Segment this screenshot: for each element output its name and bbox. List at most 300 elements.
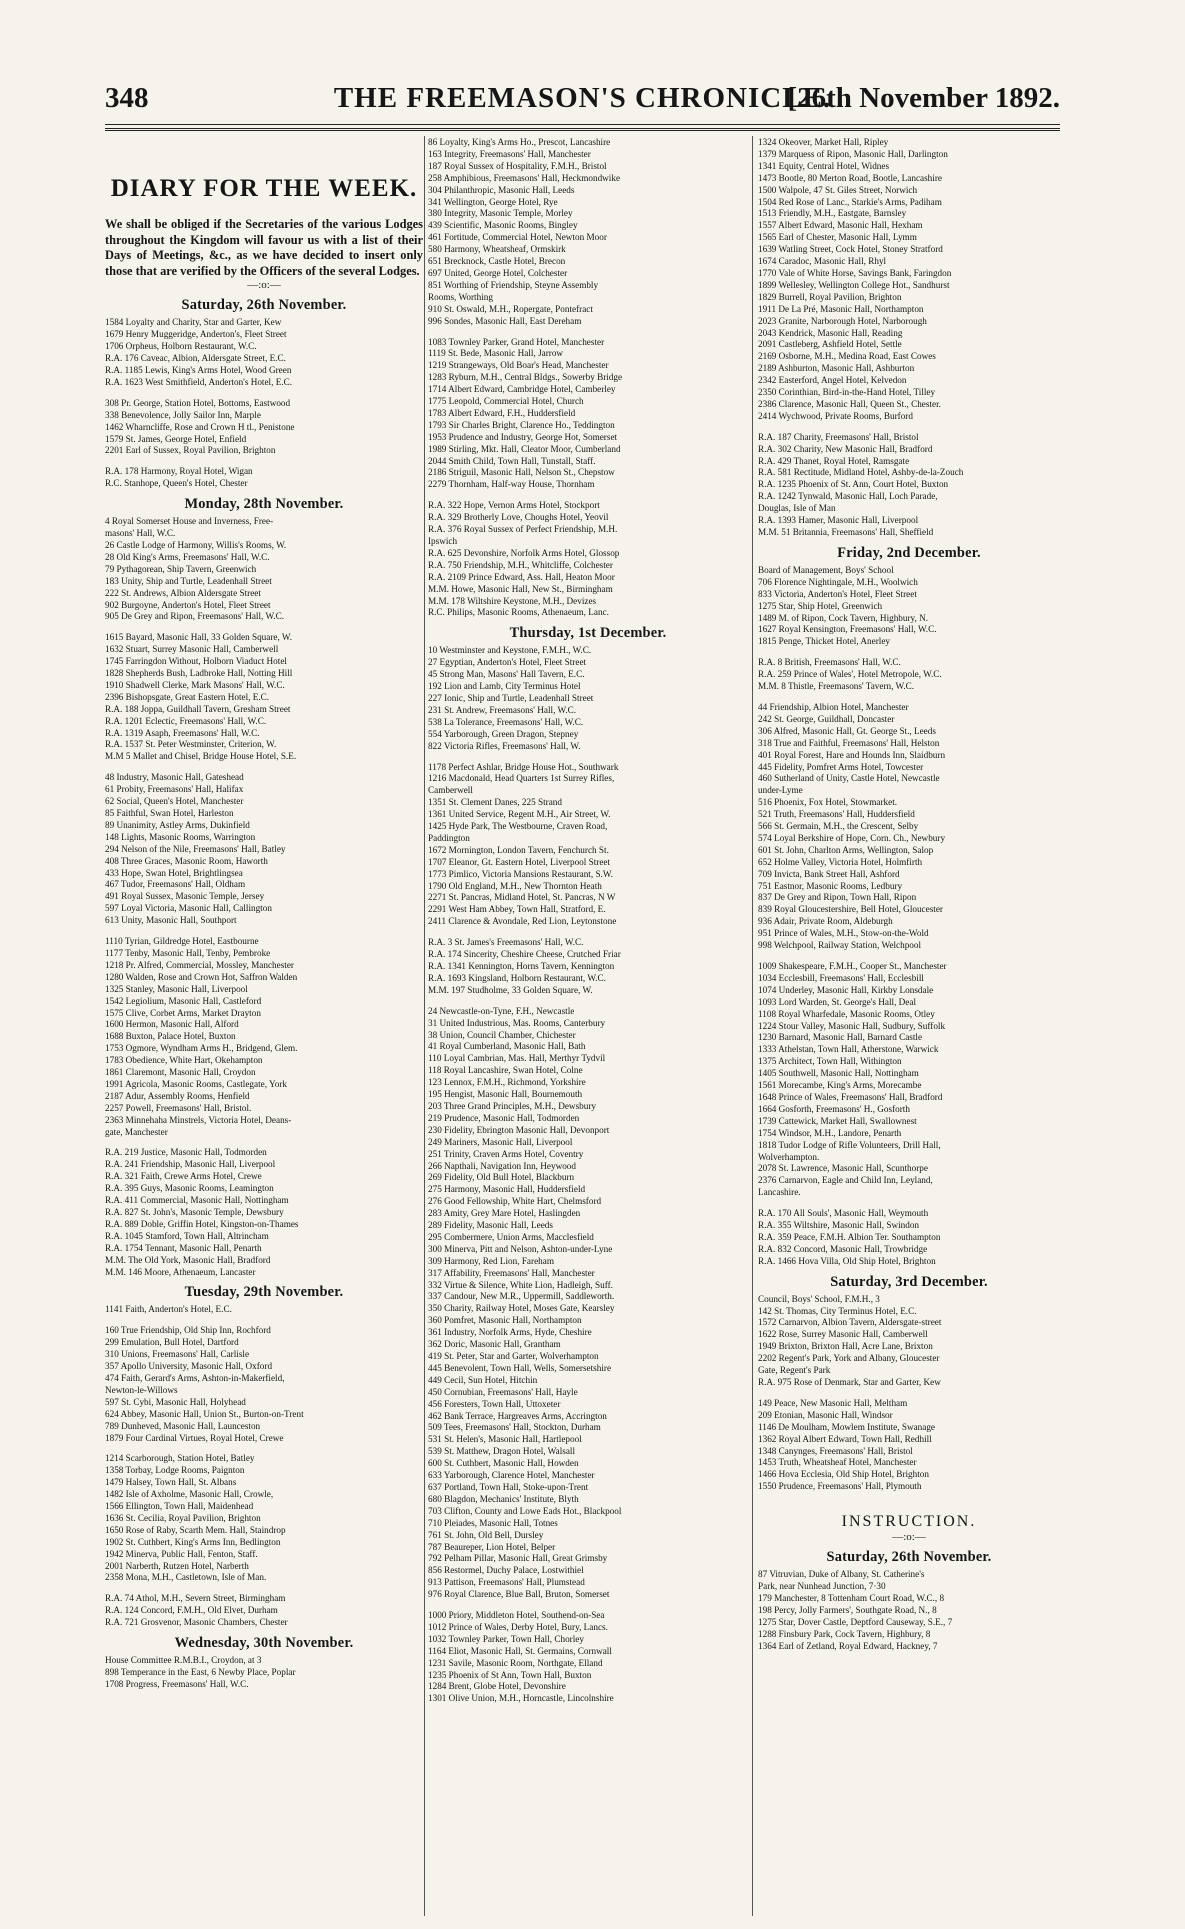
listing-line: 1473 Bootle, 80 Merton Road, Bootle, Lancashire: [758, 172, 942, 183]
listing-line: Camberwell: [428, 785, 473, 796]
column-3: [758, 137, 1060, 1653]
listing-line: 1708 Progress, Freemasons' Hall, W.C.: [105, 1678, 249, 1689]
listing-line: 1146 De Moulham, Mowlem Institute, Swanage: [758, 1421, 936, 1432]
page-header: [105, 80, 1060, 120]
listing-line: R.A. 1623 West Smithfield, Anderton's Hotel, E.C.: [105, 376, 293, 387]
spacer: [105, 1316, 423, 1325]
listing-line: Newton-le-Willows: [105, 1384, 178, 1395]
listing-line: R.A. 1045 Stamford, Town Hall, Altrincham: [105, 1230, 269, 1241]
listing-line: 998 Welchpool, Railway Station, Welchpool: [758, 940, 922, 951]
listing-line: 467 Tudor, Freemasons' Hall, Oldham: [105, 879, 246, 890]
listing-line: 433 Hope, Swan Hotel, Brightlingsea: [105, 867, 243, 878]
listing-line: 332 Virtue & Silence, White Lion, Hadleigh, Suff.: [428, 1279, 613, 1290]
spacer: [758, 648, 1060, 657]
listing-line: 1108 Royal Wharfedale, Masonic Rooms, Otley: [758, 1008, 935, 1019]
listing-line: 308 Pr. George, Station Hotel, Bottoms, Eastwood: [105, 397, 291, 408]
listing-line: 709 Invicta, Bank Street Hall, Ashford: [758, 868, 900, 879]
listing-line: 295 Combermere, Union Arms, Macclesfield: [428, 1231, 594, 1242]
listing-line: 580 Harmony, Wheatsheaf, Ormskirk: [428, 244, 566, 255]
listing-line: Gate, Regent's Park: [758, 1365, 831, 1376]
listing-line: 231 St. Andrew, Freemasons' Hall, W.C.: [428, 704, 577, 715]
listing-line: 401 Royal Forest, Hare and Hounds Inn, Slaidburn: [758, 749, 946, 760]
listing-line: 183 Unity, Ship and Turtle, Leadenhall Street: [105, 575, 272, 586]
listing-line: 474 Faith, Gerard's Arms, Ashton-in-Makerfield,: [105, 1372, 285, 1383]
listing-line: 249 Mariners, Masonic Hall, Liverpool: [428, 1136, 573, 1147]
listing-line: 521 Truth, Freemasons' Hall, Huddersfield: [758, 809, 915, 820]
listing-line: 1911 De La Pré, Masonic Hall, Northampton: [758, 303, 924, 314]
listing-line: 1584 Loyalty and Charity, Star and Garter, Kew: [105, 317, 282, 328]
listing-line: 1216 Macdonald, Head Quarters 1st Surrey Rifles,: [428, 773, 615, 784]
listing-line: 275 Harmony, Masonic Hall, Huddersfield: [428, 1184, 586, 1195]
listing-line: 1093 Lord Warden, St. George's Hall, Deal: [758, 996, 917, 1007]
listing-line: 633 Yarborough, Clarence Hotel, Manchester: [428, 1470, 595, 1481]
listing-line: Park, near Nunhead Junction, 7·30: [758, 1581, 886, 1592]
spacer: [105, 763, 423, 772]
column-1: [105, 137, 423, 1691]
listing-line: 637 Portland, Town Hall, Stoke-upon-Trent: [428, 1481, 589, 1492]
listing-line: R.A. 219 Justice, Masonic Hall, Todmorden: [105, 1147, 267, 1158]
listing-line: 697 United, George Hotel, Colchester: [428, 267, 568, 278]
separator: —:o:—: [247, 279, 281, 292]
listing-line: 703 Clifton, County and Lowe Eads Hot., Blackpool: [428, 1505, 622, 1516]
listing-line: 209 Etonian, Masonic Hall, Windsor: [758, 1409, 893, 1420]
listing-line: 258 Amphibious, Freemasons' Hall, Heckmondwike: [428, 172, 621, 183]
listing-line: 1284 Brent, Globe Hotel, Devonshire: [428, 1681, 566, 1692]
listing-line: 554 Yarborough, Green Dragon, Stepney: [428, 728, 579, 739]
listing-line: 2001 Narberth, Rutzen Hotel, Narberth: [105, 1560, 249, 1571]
listing-line: 2189 Ashburton, Masonic Hall, Ashburton: [758, 363, 915, 374]
listing-line: R.A. 8 British, Freemasons' Hall, W.C.: [758, 657, 901, 668]
listing-line: Rooms, Worthing: [428, 291, 493, 302]
listing-line: M.M. 51 Britannia, Freemasons' Hall, Sheffield: [758, 527, 934, 537]
listing-line: 837 De Grey and Ripon, Town Hall, Ripon: [758, 892, 917, 903]
listing-line: 48 Industry, Masonic Hall, Gateshead: [105, 772, 244, 783]
listing-line: 26 Castle Lodge of Harmony, Willis's Rooms, W.: [105, 539, 287, 550]
listing-line: 408 Three Graces, Masonic Room, Haworth: [105, 855, 268, 866]
listing-line: 1283 Ryburn, M.H., Central Bldgs., Sowerby Bridge: [428, 372, 623, 383]
listing-line: R.C. Philips, Masonic Rooms, Athenaeum, Lanc.: [428, 607, 609, 618]
listing-line: 1425 Hyde Park, The Westbourne, Craven Road,: [428, 821, 608, 832]
listing-line: R.A. 176 Caveac, Albion, Aldersgate Street, E.C.: [105, 353, 286, 364]
listing-line: 45 Strong Man, Masons' Hall Tavern, E.C.: [428, 669, 585, 680]
spacer: [105, 927, 423, 936]
listing-line: R.A. 625 Devonshire, Norfolk Arms Hotel, Glossop: [428, 547, 620, 558]
listing-line: 839 Royal Gloucestershire, Bell Hotel, Gloucester: [758, 904, 943, 915]
listing-line: 460 Sutherland of Unity, Castle Hotel, Newcastle: [758, 773, 940, 784]
listing-line: 1375 Architect, Town Hall, Withington: [758, 1056, 902, 1067]
listing-line: 1600 Hermon, Masonic Hall, Alford: [105, 1019, 239, 1030]
listing-line: 539 St. Matthew, Dragon Hotel, Walsall: [428, 1446, 576, 1457]
listing-line: 289 Fidelity, Masonic Hall, Leeds: [428, 1220, 553, 1231]
spacer: [758, 693, 1060, 702]
listing-line: 1989 Stirling, Mkt. Hall, Cleator Moor, Cumberland: [428, 443, 621, 454]
listing-line: 361 Industry, Norfolk Arms, Hyde, Cheshire: [428, 1327, 592, 1338]
listing-line: R.A. 178 Harmony, Royal Hotel, Wigan: [105, 466, 253, 477]
listing-line: 566 St. Germain, M.H., the Crescent, Selby: [758, 821, 919, 832]
listing-line: 360 Pomfret, Masonic Hall, Northampton: [428, 1315, 582, 1326]
listing-line: 1688 Buxton, Palace Hotel, Buxton: [105, 1031, 236, 1042]
listing-line: 1818 Tudor Lodge of Rifle Volunteers, Drill Hall,: [758, 1139, 941, 1150]
listing-line: 910 St. Oswald, M.H., Ropergate, Pontefract: [428, 303, 593, 314]
listing-line: 299 Emulation, Bull Hotel, Dartford: [105, 1337, 239, 1348]
listing-line: R.A. 1319 Asaph, Freemasons' Hall, W.C.: [105, 727, 260, 738]
listing-line: R.A. 1466 Hova Villa, Old Ship Hotel, Brighton: [758, 1255, 936, 1266]
listing-line: Lancashire.: [758, 1187, 801, 1198]
listing-line: 1942 Minerva, Public Hall, Fenton, Staff.: [105, 1548, 258, 1559]
listing-line: M.M. 8 Thistle, Freemasons' Tavern, W.C.: [758, 681, 915, 692]
listing-line: gate, Manchester: [105, 1126, 168, 1137]
listing-line: 613 Unity, Masonic Hall, Southport: [105, 915, 237, 926]
listing-line: 1770 Vale of White Horse, Savings Bank, Faringdon: [758, 267, 952, 278]
listing-line: 1707 Eleanor, Gt. Eastern Hotel, Liverpool Street: [428, 856, 611, 867]
listing-line: 856 Restormel, Duchy Palace, Lostwithiel: [428, 1565, 584, 1576]
listing-line: 219 Prudence, Masonic Hall, Todmorden: [428, 1112, 580, 1123]
listing-line: 1783 Albert Edward, F.H., Huddersfield: [428, 407, 576, 418]
listing-line: R.A. 975 Rose of Denmark, Star and Garter, Kew: [758, 1377, 941, 1387]
listing-line: 1110 Tyrian, Gildredge Hotel, Eastbourne: [105, 936, 259, 947]
listing-line: R.A. 187 Charity, Freemasons' Hall, Bristol: [758, 431, 919, 442]
listing-line: 2291 West Ham Abbey, Town Hall, Stratford, E.: [428, 904, 606, 915]
spacer: [105, 457, 423, 466]
listing-line: 1462 Wharncliffe, Rose and Crown H tl., Penistone: [105, 421, 295, 432]
listing-line: 38 Union, Council Chamber, Chichester: [428, 1029, 576, 1040]
listing-line: R.A. 302 Charity, New Masonic Hall, Bradford: [758, 443, 933, 454]
listing-line: 62 Social, Queen's Hotel, Manchester: [105, 796, 244, 807]
listing-line: 1275 Star, Dover Castle, Deptford Causeway, S.E., 7: [758, 1616, 953, 1627]
listing-line: 1879 Four Cardinal Virtues, Royal Hotel, Crewe: [105, 1432, 284, 1443]
listing-line: R.A. 1201 Eclectic, Freemasons' Hall, W.C.: [105, 715, 267, 726]
listing-line: 61 Probity, Freemasons' Hall, Halifax: [105, 784, 244, 795]
listing-line: 86 Loyalty, King's Arms Ho., Prescot, Lancashire: [428, 137, 611, 147]
listing-line: 1341 Equity, Central Hotel, Widnes: [758, 160, 890, 171]
listing-line: R.A. 1341 Kennington, Horns Tavern, Kennington: [428, 961, 615, 971]
listing-line: 461 Fortitude, Commercial Hotel, Newton Moor: [428, 232, 607, 243]
listing-line: 357 Apollo University, Masonic Hall, Oxford: [105, 1361, 273, 1372]
listing-line: 1012 Prince of Wales, Derby Hotel, Bury, Lancs.: [428, 1621, 608, 1632]
listing-line: 310 Unions, Freemasons' Hall, Carlisle: [105, 1349, 250, 1360]
header-rule: [105, 124, 1060, 125]
listing-line: R.A. 721 Grosvenor, Masonic Chambers, Chester: [105, 1617, 288, 1628]
listing-line: Douglas, Isle of Man: [758, 503, 836, 514]
listing-line: R.A. 174 Sincerity, Cheshire Cheese, Crutched Friar: [428, 949, 621, 960]
listing-line: 304 Philanthropic, Masonic Hall, Leeds: [428, 184, 575, 195]
listing-line: 761 St. John, Old Bell, Dursley: [428, 1529, 544, 1540]
listing-line: 85 Faithful, Swan Hotel, Harleston: [105, 808, 234, 818]
listing-line: 445 Benevolent, Town Hall, Wells, Somersetshire: [428, 1362, 612, 1373]
spacer: [105, 389, 423, 398]
listing-line: M.M. The Old York, Masonic Hall, Bradford: [105, 1254, 271, 1265]
listing-line: 652 Holme Valley, Victoria Hotel, Holmfirth: [758, 856, 923, 867]
listing-line: 269 Fidelity, Old Bull Hotel, Blackburn: [428, 1172, 575, 1183]
listing-line: R.A. 359 Peace, F.M.H. Albion Ter. Southampton: [758, 1231, 941, 1242]
listing-line: R.A. 170 All Souls', Masonic Hall, Weymouth: [758, 1208, 929, 1219]
listing-line: 1679 Henry Muggeridge, Anderton's, Fleet Street: [105, 329, 287, 340]
diary-title: DIARY FOR THE WEEK.: [110, 175, 418, 202]
listing-line: Board of Management, Boys' School: [758, 564, 894, 575]
listing-line: 142 St. Thomas, City Terminus Hotel, E.C.: [758, 1305, 917, 1316]
listing-line: 362 Doric, Masonic Hall, Grantham: [428, 1339, 561, 1350]
listing-line: 2202 Regent's Park, York and Albany, Gloucester: [758, 1353, 940, 1364]
listing-line: 706 Florence Nightingale, M.H., Woolwich: [758, 576, 918, 587]
spacer: [105, 623, 423, 632]
newspaper-title: THE FREEMASON'S CHRONICLE.: [333, 82, 832, 114]
listing-line: 1648 Prince of Wales, Freemasons' Hall, Bradford: [758, 1091, 943, 1102]
listing-line: 1000 Priory, Middleton Hotel, Southend-on-Sea: [428, 1610, 605, 1621]
listing-line: 187 Royal Sussex of Hospitality, F.M.H., Bristol: [428, 160, 607, 171]
page-number: 348: [105, 82, 149, 114]
day-heading: Friday, 2nd December.: [837, 544, 981, 561]
listing-line: 1753 Ogmore, Wyndham Arms H., Bridgend, Glem.: [105, 1043, 298, 1054]
day-heading: Monday, 28th November.: [184, 496, 344, 513]
separator: —:o:—: [892, 1531, 926, 1544]
listing-line: 1674 Caradoc, Masonic Hall, Rhyl: [758, 256, 887, 267]
listing-line: 1453 Truth, Wheatsheaf Hotel, Manchester: [758, 1457, 917, 1468]
listing-line: 2257 Powell, Freemasons' Hall, Bristol.: [105, 1102, 252, 1113]
listing-line: 1351 St. Clement Danes, 225 Strand: [428, 797, 562, 808]
listing-line: 2342 Easterford, Angel Hotel, Kelvedon: [758, 375, 907, 386]
intro-paragraph: We shall be obliged if the Secretaries of the various Lodges throughout the Kingdom will favour us with a list of their Days of Meetings, &c., as we have decided to insert only those that are verified by the Officers of the several Lodges.: [105, 217, 423, 278]
listing-line: R.A. 355 Wiltshire, Masonic Hall, Swindon: [758, 1220, 920, 1231]
listing-line: 110 Loyal Cambrian, Mas. Hall, Merthyr Tydvil: [428, 1053, 606, 1064]
listing-line: 2358 Mona, M.H., Castletown, Isle of Man.: [105, 1572, 267, 1583]
listing-line: R.A. 832 Concord, Masonic Hall, Trowbridge: [758, 1243, 928, 1254]
listing-line: 2271 St. Pancras, Midland Hotel, St. Pancras, N W: [428, 892, 616, 903]
listing-line: 306 Alfred, Masonic Hall, Gt. George St., Leeds: [758, 725, 936, 736]
issue-date: [26th November 1892.: [787, 82, 1060, 114]
listing-line: 1235 Phoenix of St Ann, Town Hall, Buxton: [428, 1669, 592, 1680]
listing-line: 203 Three Grand Principles, M.H., Dewsbury: [428, 1100, 596, 1111]
listing-line: 1773 Pimlico, Victoria Mansions Restaurant, S.W.: [428, 868, 613, 879]
listing-line: 1790 Old England, M.H., New Thornton Heath: [428, 880, 602, 891]
listing-line: R.A. 1393 Hamer, Masonic Hall, Liverpool: [758, 515, 919, 526]
day-heading: Saturday, 26th November.: [181, 297, 347, 314]
listing-line: 1177 Tenby, Masonic Hall, Tenby, Pembroke: [105, 947, 271, 958]
listing-line: 2169 Osborne, M.H., Medina Road, East Cowes: [758, 351, 936, 362]
listing-line: 195 Hengist, Masonic Hall, Bournemouth: [428, 1089, 583, 1100]
listing-line: 1364 Earl of Zetland, Royal Edward, Hackney, 7: [758, 1640, 938, 1651]
listing-line: 276 Good Fellowship, White Hart, Chelmsford: [428, 1196, 602, 1207]
listing-line: R.A. 124 Concord, F.M.H., Old Elvet, Durham: [105, 1605, 278, 1616]
listing-line: 538 La Tolerance, Freemasons' Hall, W.C.: [428, 716, 584, 727]
listing-line: 2043 Kendrick, Masonic Hall, Reading: [758, 327, 903, 338]
listing-line: 597 St. Cybi, Masonic Hall, Holyhead: [105, 1396, 246, 1407]
listing-line: 1775 Leopold, Commercial Hotel, Church: [428, 396, 584, 407]
listing-line: 905 De Grey and Ripon, Freemasons' Hall, W.C.: [105, 611, 285, 622]
listing-line: 1566 Ellington, Town Hall, Maidenhead: [105, 1501, 254, 1512]
listing-line: 1714 Albert Edward, Cambridge Hotel, Camberley: [428, 384, 616, 395]
listing-line: 123 Lennox, F.M.H., Richmond, Yorkshire: [428, 1077, 586, 1088]
listing-line: 1405 Southwell, Masonic Hall, Nottingham: [758, 1068, 919, 1079]
listing-line: 601 St. John, Charlton Arms, Wellington, Salop: [758, 844, 934, 855]
listing-line: 491 Royal Sussex, Masonic Temple, Jersey: [105, 891, 265, 902]
listing-line: 179 Manchester, 8 Tottenham Court Road, W.C., 8: [758, 1592, 945, 1603]
listing-line: 419 St. Peter, Star and Garter, Wolverhampton: [428, 1351, 599, 1361]
listing-line: R.A. 1754 Tennant, Masonic Hall, Penarth: [105, 1242, 262, 1253]
listing-line: 1301 Olive Union, M.H., Horncastle, Lincolnshire: [428, 1693, 614, 1704]
listing-line: 31 United Industrious, Mas. Rooms, Canterbury: [428, 1017, 606, 1028]
spacer: [758, 1199, 1060, 1208]
listing-line: 1083 Townley Parker, Grand Hotel, Manchester: [428, 336, 605, 347]
listing-line: 574 Loyal Berkshire of Hope, Corn. Ch., Newbury: [758, 832, 946, 843]
listing-line: 1224 Stour Valley, Masonic Hall, Sudbury, Suffolk: [758, 1020, 946, 1031]
listing-line: 792 Pelham Pillar, Masonic Hall, Great Grimsby: [428, 1553, 608, 1564]
listing-line: R.A. 376 Royal Sussex of Perfect Friendship, M.H.: [428, 524, 618, 535]
listing-line: R.A. 889 Doble, Griffin Hotel, Kingston-on-Thames: [105, 1218, 299, 1229]
listing-line: 24 Newcastle-on-Tyne, F.H., Newcastle: [428, 1005, 575, 1016]
listing-line: 1650 Rose of Raby, Scarth Mem. Hall, Staindrop: [105, 1524, 286, 1535]
listing-line: 1479 Halsey, Town Hall, St. Albans: [105, 1477, 237, 1488]
listing-line: R.A. 2109 Prince Edward, Ass. Hall, Heaton Moor: [428, 571, 615, 582]
listing-line: 1489 M. of Ripon, Cock Tavern, Highbury, N.: [758, 612, 929, 623]
listing-line: 41 Royal Cumberland, Masonic Hall, Bath: [428, 1041, 586, 1052]
listing-line: 266 Napthali, Navigation Inn, Heywood: [428, 1160, 576, 1171]
listing-line: R.A. 1537 St. Peter Westminster, Criterion, W.: [105, 739, 277, 750]
listing-line: R.A. 581 Rectitude, Midland Hotel, Ashby-de-la-Zouch: [758, 467, 964, 478]
listing-line: 118 Royal Lancashire, Swan Hotel, Colne: [428, 1065, 583, 1076]
listing-line: R.A. 74 Athol, M.H., Severn Street, Birmingham: [105, 1593, 286, 1604]
listing-line: 1664 Gosforth, Freemasons' H., Gosforth: [758, 1103, 910, 1114]
listing-line: 1910 Shadwell Clerke, Mark Masons' Hall, W.C.: [105, 679, 285, 690]
listing-line: 1899 Wellesley, Wellington College Hot., Sandhurst: [758, 279, 950, 290]
listing-line: 1348 Canynges, Freemasons' Hall, Bristol: [758, 1445, 913, 1456]
listing-line: Wolverhampton.: [758, 1151, 820, 1162]
listing-line: 160 True Friendship, Old Ship Inn, Rochford: [105, 1325, 271, 1336]
listing-line: 531 St. Helen's, Masonic Hall, Hartlepool: [428, 1434, 582, 1445]
listing-line: 1275 Star, Ship Hotel, Greenwich: [758, 600, 883, 611]
column-divider: [752, 136, 753, 1916]
listing-line: 1579 St. James, George Hotel, Enfield: [105, 433, 247, 444]
listing-line: 2186 Striguil, Masonic Hall, Nelson St., Chepstow: [428, 467, 615, 478]
listing-line: 1636 St. Cecilia, Royal Pavilion, Brighton: [105, 1512, 261, 1523]
listing-line: 1504 Red Rose of Lanc., Starkie's Arms, Padiham: [758, 196, 942, 207]
listing-line: R.A. 241 Friendship, Masonic Hall, Liverpool: [105, 1159, 276, 1170]
listing-line: 449 Cecil, Sun Hotel, Hitchin: [428, 1374, 538, 1385]
listing-line: 509 Tees, Freemasons' Hall, Stockton, Durham: [428, 1422, 601, 1433]
column-2: [428, 137, 748, 1705]
listing-line: 300 Minerva, Pitt and Nelson, Ashton-under-Lyne: [428, 1243, 613, 1254]
listing-line: 1793 Sir Charles Bright, Clarence Ho., Teddington: [428, 419, 615, 430]
spacer: [758, 952, 1060, 961]
spacer: [758, 1389, 1060, 1398]
listing-line: 1639 Watling Street, Cock Hotel, Stoney Stratford: [758, 244, 943, 255]
listing-line: 1032 Townley Parker, Town Hall, Chorley: [428, 1633, 584, 1644]
listing-line: M.M. 197 Studholme, 33 Golden Square, W.: [428, 984, 593, 995]
listing-line: 2376 Carnarvon, Eagle and Child Inn, Leyland,: [758, 1175, 933, 1186]
listing-line: 710 Pleiades, Masonic Hall, Totnes: [428, 1517, 558, 1528]
listing-line: 2078 St. Lawrence, Masonic Hall, Scunthorpe: [758, 1163, 928, 1174]
spacer: [428, 928, 748, 937]
listing-line: 1572 Carnarvon, Albion Tavern, Aldersgate-street: [758, 1317, 942, 1328]
listing-line: 651 Brecknock, Castle Hotel, Brecon: [428, 256, 566, 267]
listing-line: 624 Abbey, Masonic Hall, Union St., Burton-on-Trent: [105, 1408, 304, 1419]
listing-line: 1754 Windsor, M.H., Landore, Penarth: [758, 1127, 902, 1138]
listing-line: 1513 Friendly, M.H., Eastgate, Barnsley: [758, 208, 907, 219]
listing-line: 2350 Corinthian, Bird-in-the-Hand Hotel, Tilley: [758, 387, 936, 398]
listing-line: R.A. 329 Brotherly Love, Choughs Hotel, Yeovil: [428, 512, 609, 523]
listing-line: 751 Eastnor, Masonic Rooms, Ledbury: [758, 880, 903, 891]
listing-line: R.A. 1242 Tynwald, Masonic Hall, Loch Parade,: [758, 491, 938, 502]
listing-line: 600 St. Cuthbert, Masonic Hall, Howden: [428, 1458, 579, 1469]
listing-line: 2363 Minnehaha Minstrels, Victoria Hotel, Deans-: [105, 1114, 292, 1125]
listing-line: 1565 Earl of Chester, Masonic Hall, Lymm: [758, 232, 917, 243]
listing-line: R.A. 1185 Lewis, King's Arms Hotel, Wood Green: [105, 365, 292, 375]
listing-line: R.A. 411 Commercial, Masonic Hall, Nottingham: [105, 1195, 289, 1206]
listing-line: R.A. 395 Guys, Masonic Rooms, Leamington: [105, 1183, 274, 1194]
listing-line: 936 Adair, Private Room, Aldeburgh: [758, 916, 893, 927]
listing-line: 317 Affability, Freemasons' Hall, Manchester: [428, 1267, 595, 1278]
listing-line: 27 Egyptian, Anderton's Hotel, Fleet Street: [428, 657, 587, 668]
listing-line: R.C. Stanhope, Queen's Hotel, Chester: [105, 478, 248, 489]
listing-line: 1361 United Service, Regent M.H., Air Street, W.: [428, 809, 611, 820]
listing-line: 1280 Walden, Rose and Crown Hot, Saffron Walden: [105, 971, 298, 982]
listing-line: 2201 Earl of Sussex, Royal Pavilion, Brighton: [105, 445, 276, 456]
listing-line: 1557 Albert Edward, Masonic Hall, Hexham: [758, 220, 923, 231]
listing-line: 1333 Athelstan, Town Hall, Atherstone, Warwick: [758, 1044, 939, 1055]
listing-line: 2411 Clarence & Avondale, Red Lion, Leytonstone: [428, 916, 617, 927]
listing-line: 2187 Adur, Assembly Rooms, Henfield: [105, 1090, 250, 1101]
listing-line: 1288 Finsbury Park, Cock Tavern, Highbury, 8: [758, 1628, 931, 1639]
column-divider: [424, 136, 425, 1916]
listing-line: 1164 Eliot, Masonic Hall, St. Germains, Cornwall: [428, 1645, 612, 1656]
listing-line: 1074 Underley, Masonic Hall, Kirkby Lonsdale: [758, 984, 934, 995]
listing-line: 380 Integrity, Masonic Temple, Morley: [428, 208, 573, 219]
listing-line: 516 Phoenix, Fox Hotel, Stowmarket.: [758, 797, 898, 808]
spacer: [758, 423, 1060, 432]
listing-line: 833 Victoria, Anderton's Hotel, Fleet Street: [758, 588, 917, 599]
listing-line: 163 Integrity, Freemasons' Hall, Manchester: [428, 148, 591, 159]
listing-line: 851 Worthing of Friendship, Steyne Assembly: [428, 279, 599, 290]
spacer: [428, 328, 748, 337]
listing-line: 1218 Pr. Alfred, Commercial, Mossley, Manchester: [105, 959, 294, 970]
listing-line: 951 Prince of Wales, M.H., Stow-on-the-Wold: [758, 928, 929, 939]
listing-line: R.A. 321 Faith, Crewe Arms Hotel, Crewe: [105, 1171, 262, 1182]
listing-line: 1324 Okeover, Market Hall, Ripley: [758, 137, 889, 147]
listing-line: 439 Scientific, Masonic Rooms, Bingley: [428, 220, 578, 231]
listing-line: 1325 Stanley, Masonic Hall, Liverpool: [105, 983, 248, 994]
day-heading: Tuesday, 29th November.: [184, 1284, 344, 1301]
listing-line: 350 Charity, Railway Hotel, Moses Gate, Kearsley: [428, 1303, 615, 1314]
listing-line: 1358 Torbay, Lodge Rooms, Paignton: [105, 1465, 245, 1476]
listing-line: 1991 Agricola, Masonic Rooms, Castlegate, York: [105, 1078, 287, 1089]
listing-line: 2386 Clarence, Masonic Hall, Queen St., Chester.: [758, 398, 941, 409]
listing-line: 338 Benevolence, Jolly Sailor Inn, Marple: [105, 409, 261, 420]
listing-line: R.A. 429 Thanet, Royal Hotel, Ramsgate: [758, 455, 910, 466]
listing-line: 1739 Cattewick, Market Hall, Swallownest: [758, 1115, 917, 1126]
spacer: [428, 491, 748, 500]
listing-line: 902 Burgoyne, Anderton's Hotel, Fleet Street: [105, 599, 271, 610]
spacer: [428, 753, 748, 762]
listing-line: 1783 Obedience, White Hart, Okehampton: [105, 1055, 263, 1066]
listing-line: 1550 Prudence, Freemasons' Hall, Plymouth: [758, 1481, 922, 1492]
listing-line: 87 Vitruvian, Duke of Albany, St. Catherine's: [758, 1569, 925, 1580]
listing-line: M.M. 178 Wiltshire Keystone, M.H., Devizes: [428, 595, 597, 606]
spacer: [428, 1601, 748, 1610]
day-heading: Wednesday, 30th November.: [174, 1635, 354, 1652]
listing-line: 1362 Royal Albert Edward, Town Hall, Redhill: [758, 1433, 932, 1444]
listing-line: Paddington: [428, 832, 470, 843]
listing-line: 318 True and Faithful, Freemasons' Hall, Helston: [758, 737, 940, 748]
listing-line: 230 Fidelity, Ebrington Masonic Hall, Devonport: [428, 1124, 610, 1135]
listing-line: 89 Unanimity, Astley Arms, Dukinfield: [105, 819, 250, 830]
listing-line: 4 Royal Somerset House and Inverness, Free-: [105, 516, 274, 527]
listing-line: 1230 Barnard, Masonic Hall, Barnard Castle: [758, 1032, 923, 1043]
listing-line: R.A. 827 St. John's, Masonic Temple, Dewsbury: [105, 1207, 284, 1217]
listing-line: 1672 Mornington, London Tavern, Fenchurch St.: [428, 844, 609, 855]
listing-line: 1953 Prudence and Industry, George Hot, Somerset: [428, 431, 618, 442]
listing-line: 1219 Strangeways, Old Boar's Head, Manchester: [428, 360, 609, 371]
listing-line: 450 Cornubian, Freemasons' Hall, Hayle: [428, 1386, 578, 1397]
listing-line: 1542 Legiolium, Masonic Hall, Castleford: [105, 995, 262, 1006]
